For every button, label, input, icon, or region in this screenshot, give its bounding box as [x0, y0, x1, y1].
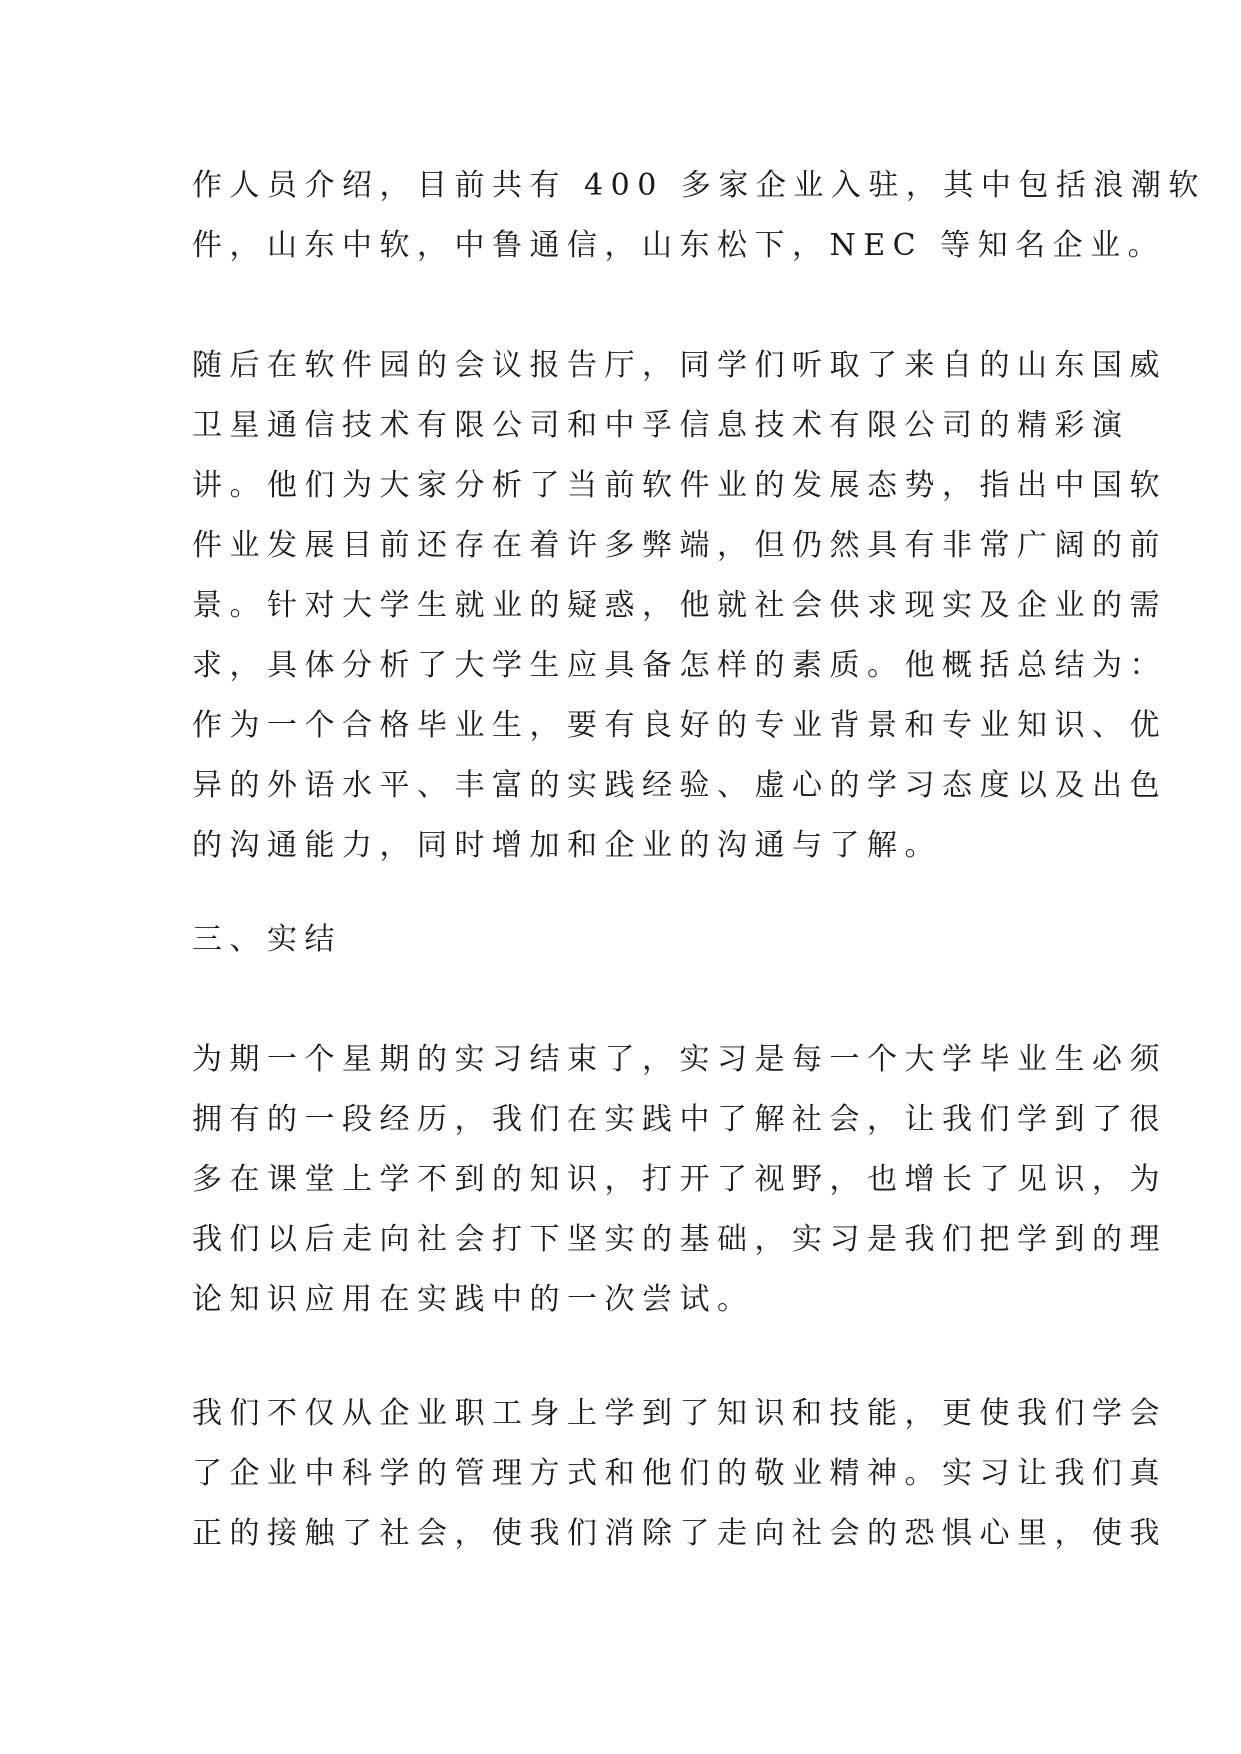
text-line: 正的接触了社会，使我们消除了走向社会的恐惧心里，使我: [192, 1516, 1167, 1551]
text-line: 为期一个星期的实习结束了，实习是每一个大学毕业生必须: [192, 1042, 1167, 1077]
text-line: 拥有的一段经历，我们在实践中了解社会，让我们学到了很: [192, 1102, 1167, 1137]
section-heading: [192, 910, 342, 970]
text-line: 作为一个合格毕业生，要有良好的专业背景和专业知识、优: [192, 708, 1167, 743]
text-line: 卫星通信技术有限公司和中孚信息技术有限公司的精彩演: [192, 408, 1130, 443]
text-line: 景。针对大学生就业的疑惑，他就社会供求现实及企业的需: [192, 588, 1167, 623]
section-heading-text: 三、实结: [192, 922, 342, 957]
text-line: 多在课堂上学不到的知识，打开了视野，也增长了见识，为: [192, 1162, 1167, 1197]
text-line: 随后在软件园的会议报告厅，同学们听取了来自的山东国威: [192, 348, 1167, 383]
text-line: 的沟通能力，同时增加和企业的沟通与了解。: [192, 828, 942, 863]
paragraph-lessons-learned: [192, 1384, 1167, 1564]
text-line: 我们不仅从企业职工身上学到了知识和技能，更使我们学会: [192, 1396, 1167, 1431]
text-line: 论知识应用在实践中的一次尝试。: [192, 1282, 755, 1317]
text-line: 讲。他们为大家分析了当前软件业的发展态势，指出中国软: [192, 468, 1167, 503]
paragraph-internship-summary: [192, 1030, 1167, 1330]
text-line: 异的外语水平、丰富的实践经验、虚心的学习态度以及出色: [192, 768, 1167, 803]
text-line: 作人员介绍，目前共有 400 多家企业入驻，其中包括浪潮软: [192, 168, 1206, 203]
paragraph-software-park-intro: [192, 156, 1206, 276]
text-line: 我们以后走向社会打下坚实的基础，实习是我们把学到的理: [192, 1222, 1167, 1257]
text-line: 件，山东中软，中鲁通信，山东松下，NEC 等知名企业。: [192, 228, 1166, 263]
text-line: 件业发展目前还存在着许多弊端，但仍然具有非常广阔的前: [192, 528, 1167, 563]
paragraph-lecture: [192, 336, 1167, 876]
text-line: 了企业中科学的管理方式和他们的敬业精神。实习让我们真: [192, 1456, 1167, 1491]
text-line: 求，具体分析了大学生应具备怎样的素质。他概括总结为：: [192, 648, 1167, 683]
